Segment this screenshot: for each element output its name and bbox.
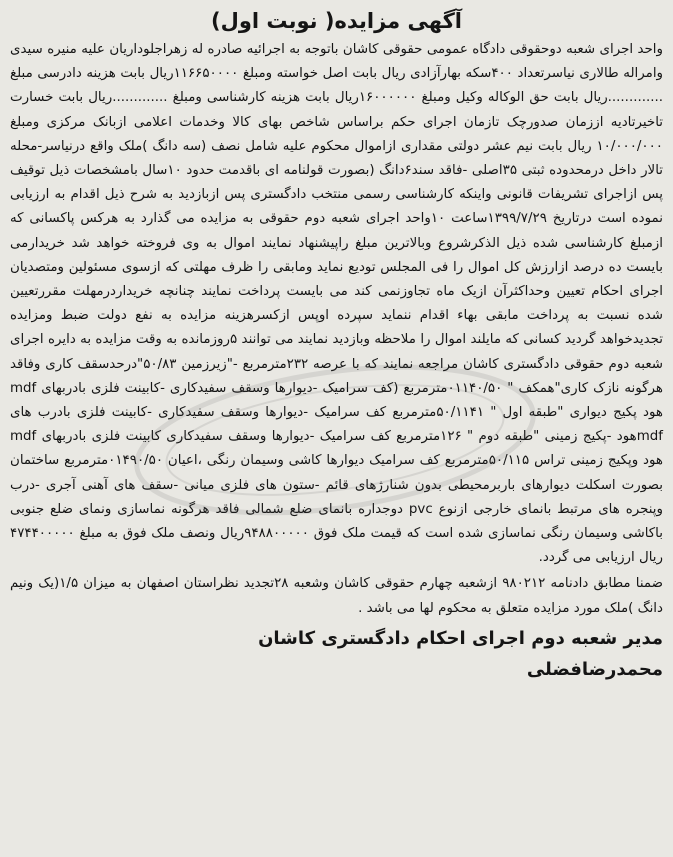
notice-title: آگهی مزایده( نوبت اول): [211, 9, 462, 33]
signature-title: مدیر شعبه دوم اجرای احکام دادگستری کاشان: [258, 627, 663, 649]
notice-body: واحد اجرای شعبه دوحقوقی دادگاه عمومی حقوقی کاشان باتوجه به اجرائیه صادره له زهراجلوداریان علیه منیره سیدی وامراله طالاری نیاسرتعداد ۴۰۰سکه بهارآزادی ریال بابت اصل خواسته ومبلغ ۱۱۶۶۵۰۰۰۰ریال بابت هزینه دادرسی مبلغ .............ریال بابت حق الوکاله وکیل ومبلغ ۱۶۰۰۰۰۰۰ریال بابت هزینه کارشناسی ومبلغ .............ریال بابت خسارت تاخیرتادیه اززمان صدورچک تازمان اجرای حکم براساس شاخص بهای کالا وخدمات اعلامی ازبانک مرکزی ومبلغ ۱۰/۰۰۰/۰۰۰ ریال بابت نیم عشر دولتی مقداری ازاموال محکوم علیه شامل نصف (سه دانگ )ملک واقع درنیاسر-محله تالار داخل درمحدوده ثبتی ۳۵اصلی -فاقد سند۶دانگ (بصورت قولنامه ای باقدمت حدود ۱۰سال بامشخصات ذیل توقیف پس ازاجرای تشریفات قانونی واینکه کارشناسی رسمی منتخب دادگستری پس ازبازدید به شرح ذیل اقدام به ارزیابی نموده است درتاریخ ۱۳۹۹/۷/۲۹ساعت ۱۰واحد اجرای شعبه دوم حقوقی به مزایده می گذارد به هرکس پاکسانی که ازمبلغ کارشناسی شده ذیل الذکرشروع وبالاترین مبلغ راپیشنهاد نمایند اموال به وی فروخته خواهد شد خریدارمی بایست ده درصد ازارزش کل اموال را فی المجلس تودیع نماید ومابقی را ظرف مهلتی که ازسوی مسئولین ومتصدیان اجرای احکام تعیین وحداکثرآن ازیک ماه تجاوزنمی کند می بایست پرداخت نمایند چنانچه خریداردرمهلت مقررتعیین شده نسبت به پرداخت مابقی بهاء اقدام ننماید سپرده اوپس ازکسرهزینه مزایده به نفع دولت ضبط ومزایده تجدیدخواهد گردید کسانی که مایلند اموال را ملاحظه وبازدید نمایند می توانند ۵روزمانده به وقت مزایده به دایره اجرای شعبه دوم حقوقی دادگستری کاشان مراجعه نمایند که با عرصه ۲۳۲مترمربع -"زیرزمین ۵۰/۸۳"درحدسقف کاری وفاقد هرگونه نازک کاری"همکف " ۰۱۱۴۰/۵۰مترمربع (کف سرامیک -دیوارها وسقف سفیدکاری -کابینت فلزی بادربهای mdf هود پکیج دیواری "طبقه اول " ۵۰/۱۱۴۱مترمربع کف سرامیک -دیوارها وسقف سفیدکاری -کابینت فلزی بادرب های mdfهود -پکیج زمینی "طبقه دوم " ۱۲۶مترمربع کف سرامیک -دیوارها وسقف سفیدکاری کابینت فلزی بادربهای mdf هود وپکیج زمینی تراس ۵۰/۱۱۵مترمربع کف سرامیک دیوارها کاشی وسیمان رنگی ،اعیان ۰۱۴۹۰/۵۰مترمربع ساختمان بصورت اسکلت دیوارهای باربرمحیطی بدون شنارژهای قائم -ستون های فلزی میانی -سقف های آهنی آجری -درب وپنجره های مرتبط بانمای خارجی ازنوع pvc دوجداره بانمای ضلع شمالی فاقد هرگونه نماسازی ونمای ضلع جنوبی باکاشی وسیمان رنگی نماسازی شده است که قیمت ملک فوق ۹۴۸۸۰۰۰۰۰ریال ونصف ملک فوق به مبلغ ۴۷۴۴۰۰۰۰۰ ریال ارزیابی می گردد.: [10, 42, 664, 566]
notice-note: ضمنا مطابق دادنامه ۹۸۰۲۱۲ ازشعبه چهارم حقوقی کاشان وشعبه ۲۸تجدید نظراستان اصفهان به میزان ۱/۵(یک ونیم دانگ )ملک مورد مزایده متعلق به محکوم لها می باشد .: [10, 576, 663, 616]
signature-name: محمدرضافضلی: [526, 658, 663, 680]
